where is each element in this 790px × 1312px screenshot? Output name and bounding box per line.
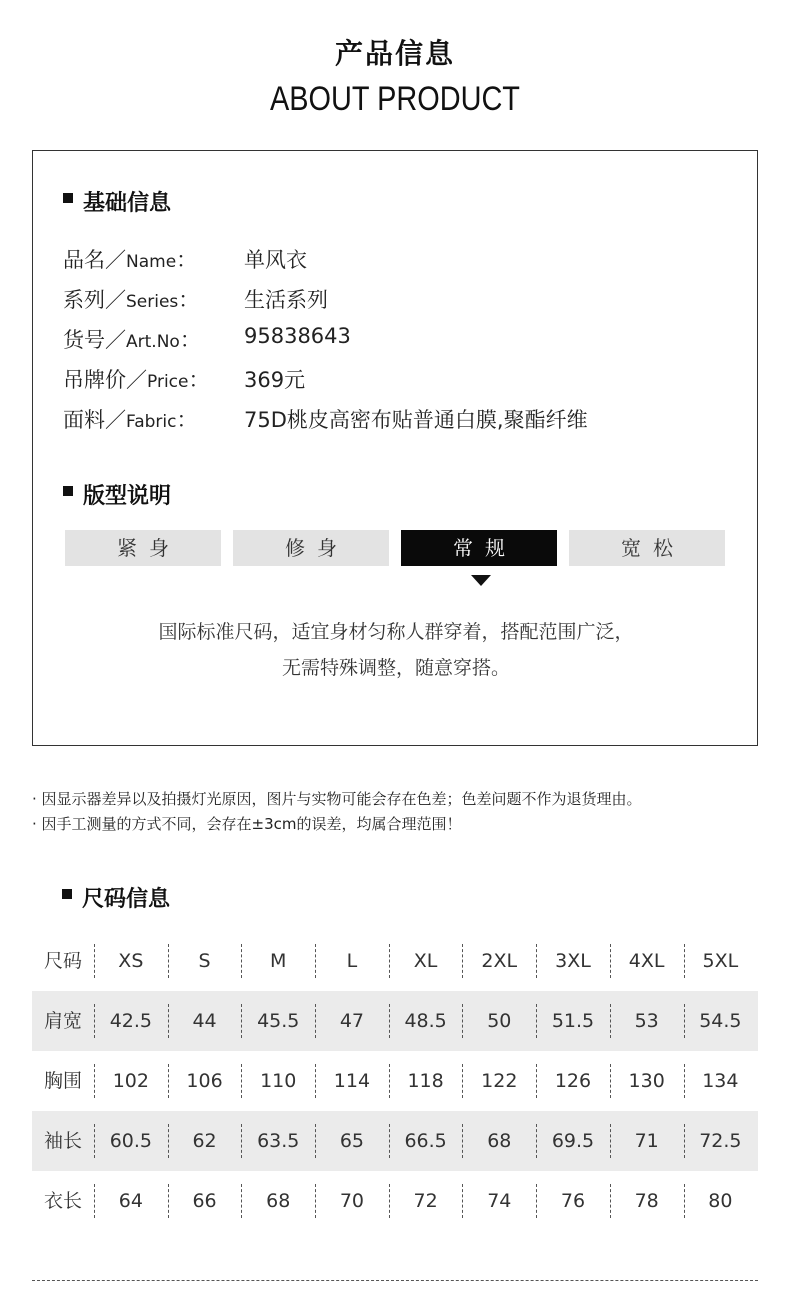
fit-heading [63,479,171,510]
table-cell: 114 [315,1051,389,1111]
fit-option-slim[interactable]: 修身 [233,530,389,566]
size-column-header: M [241,931,315,991]
size-table-header-row [32,931,758,991]
note-color-difference: · 因显示器差异以及拍摄灯光原因，图片与实物可能会存在色差；色差问题不作为退货理由。 [32,790,642,808]
info-row-name [63,244,307,274]
size-column-header: XL [389,931,463,991]
fit-option-tight[interactable]: 紧身 [65,530,221,566]
table-cell: 42.5 [94,991,168,1051]
basic-info-heading-text: 基础信息 [83,191,172,216]
info-value: 369元 [244,368,306,392]
table-cell: 76 [536,1171,610,1231]
table-cell: 50 [462,991,536,1051]
table-cell: 118 [389,1051,463,1111]
basic-info-heading [63,186,171,217]
size-column-header: S [168,931,242,991]
size-info-heading [62,882,170,913]
info-row-price [63,364,305,394]
square-bullet-icon [63,193,73,203]
table-cell: 54.5 [684,991,758,1051]
page-subtitle: ABOUT PRODUCT [270,80,520,118]
note-measurement-error: · 因手工测量的方式不同，会存在±3cm的误差，均属合理范围！ [32,815,462,833]
size-column-header: L [315,931,389,991]
product-info-box [32,150,758,746]
size-column-header: 3XL [536,931,610,991]
size-column-header: XS [94,931,168,991]
size-header-label: 尺码 [43,950,82,972]
table-cell: 51.5 [536,991,610,1051]
size-column-header: 4XL [610,931,684,991]
table-cell: 60.5 [94,1111,168,1171]
row-label: 胸围 [43,1070,82,1092]
table-cell: 102 [94,1051,168,1111]
page-title: 产品信息 [334,37,455,70]
table-cell: 66.5 [389,1111,463,1171]
fit-option-regular[interactable]: 常规 [401,530,557,566]
row-label: 袖长 [43,1130,82,1152]
table-row [32,1171,758,1231]
info-label: 面料／Fabric： [63,408,198,432]
table-cell: 69.5 [536,1111,610,1171]
info-label: 系列／Series： [63,288,200,312]
square-bullet-icon [62,889,72,899]
table-cell: 70 [315,1171,389,1231]
square-bullet-icon [63,486,73,496]
info-label: 吊牌价／Price： [63,368,210,392]
table-cell: 71 [610,1111,684,1171]
table-cell: 44 [168,991,242,1051]
info-row-fabric [63,404,588,434]
disclaimer-notes [32,787,642,837]
fit-description-line1: 国际标准尺码，适宜身材匀称人群穿着，搭配范围广泛， [158,621,634,643]
table-cell: 63.5 [241,1111,315,1171]
table-cell: 47 [315,991,389,1051]
info-value: 95838643 [244,324,351,348]
table-row [32,1111,758,1171]
fit-heading-text: 版型说明 [83,484,172,509]
info-value: 单风衣 [244,248,307,272]
table-row [32,1051,758,1111]
table-cell: 66 [168,1171,242,1231]
info-row-series [63,284,328,314]
table-cell: 130 [610,1051,684,1111]
table-cell: 64 [94,1171,168,1231]
fit-option-loose[interactable]: 宽松 [569,530,725,566]
table-cell: 122 [462,1051,536,1111]
info-label: 货号／Art.No： [63,328,201,352]
bottom-divider [32,1280,758,1281]
table-cell: 134 [684,1051,758,1111]
selected-indicator-triangle-icon [471,575,491,586]
table-cell: 110 [241,1051,315,1111]
fit-description-line2: 无需特殊调整，随意穿搭。 [281,657,510,679]
size-column-header: 5XL [684,931,758,991]
info-value: 75D桃皮高密布贴普通白膜,聚酯纤维 [244,408,588,432]
info-row-art-no [63,324,351,354]
table-cell: 72 [389,1171,463,1231]
table-cell: 74 [462,1171,536,1231]
info-value: 生活系列 [244,288,328,312]
size-info-heading-text: 尺码信息 [82,887,171,912]
table-cell: 68 [462,1111,536,1171]
table-cell: 126 [536,1051,610,1111]
row-label: 衣长 [43,1190,82,1212]
fit-selector [65,530,725,566]
table-cell: 78 [610,1171,684,1231]
table-cell: 65 [315,1111,389,1171]
size-column-header: 2XL [462,931,536,991]
table-row [32,991,758,1051]
table-cell: 45.5 [241,991,315,1051]
table-cell: 62 [168,1111,242,1171]
table-cell: 80 [684,1171,758,1231]
table-cell: 48.5 [389,991,463,1051]
table-cell: 72.5 [684,1111,758,1171]
size-table [32,931,758,1231]
row-label: 肩宽 [43,1010,82,1032]
info-label: 品名／Name： [63,248,198,272]
table-cell: 53 [610,991,684,1051]
table-cell: 68 [241,1171,315,1231]
table-cell: 106 [168,1051,242,1111]
